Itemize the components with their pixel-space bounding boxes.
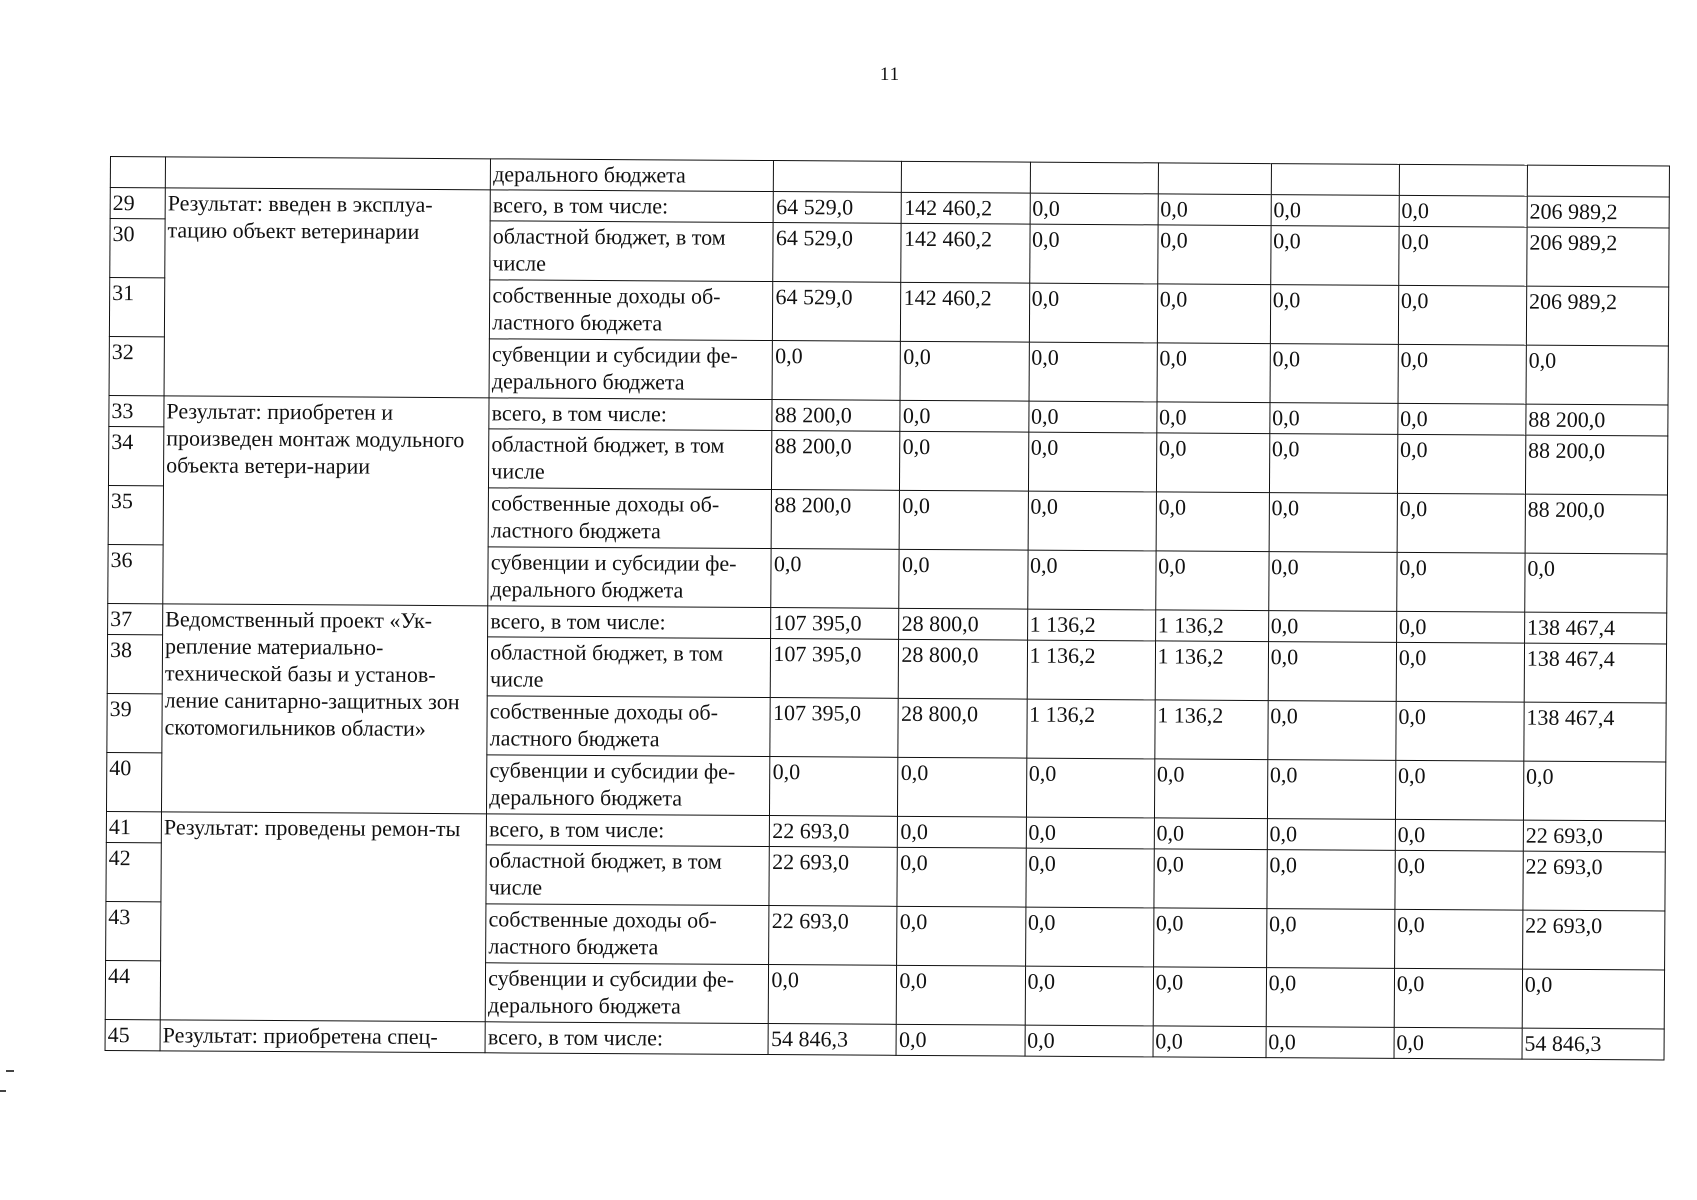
row-index-cell: 39 — [107, 693, 162, 752]
value-cell: 28 800,0 — [898, 698, 1026, 758]
value-cell: 0,0 — [1157, 343, 1270, 403]
value-cell: 206 989,2 — [1526, 286, 1668, 346]
row-index-cell: 37 — [108, 603, 163, 634]
value-cell: 0,0 — [1395, 850, 1523, 910]
value-cell: 0,0 — [1268, 552, 1396, 612]
result-name-cell: Результат: приобретен и произведен монтаж модульного объекта ветери-нарии — [163, 396, 489, 606]
value-cell: 0,0 — [1027, 550, 1155, 610]
value-cell: 0,0 — [1269, 434, 1397, 494]
value-cell: 0,0 — [1028, 401, 1156, 433]
value-cell: 0,0 — [1156, 492, 1269, 552]
value-cell: 0,0 — [1025, 1025, 1153, 1057]
value-cell: 0,0 — [897, 847, 1025, 907]
value-cell: 88 200,0 — [772, 400, 900, 432]
value-cell: 0,0 — [1028, 491, 1156, 551]
value-cell: 0,0 — [771, 549, 899, 609]
funding-source-cell: областной бюджет, в том числе — [487, 637, 771, 698]
result-name-cell: Результат: введен в эксплуа-тацию объект ветеринарии — [164, 188, 490, 398]
funding-source-cell: всего, в том числе: — [485, 1022, 768, 1055]
value-cell: 0,0 — [772, 341, 900, 401]
value-cell: 64 529,0 — [773, 282, 901, 342]
value-cell: 0,0 — [1523, 761, 1665, 821]
value-cell: 0,0 — [901, 341, 1029, 401]
value-cell: 0,0 — [1522, 969, 1664, 1029]
value-cell — [1271, 164, 1399, 196]
funding-source-cell: областной бюджет, в том числе — [490, 221, 774, 282]
funding-source-cell: субвенции и субсидии фе-дерального бюджета — [488, 547, 772, 608]
row-index-cell: 29 — [110, 188, 165, 219]
value-cell: 0,0 — [1153, 1026, 1266, 1058]
value-cell — [1527, 165, 1669, 197]
value-cell: 0,0 — [1270, 344, 1398, 404]
value-cell: 22 693,0 — [1523, 851, 1665, 911]
row-index-cell: 30 — [110, 219, 165, 278]
value-cell: 0,0 — [1156, 402, 1269, 434]
value-cell: 0,0 — [1398, 403, 1526, 435]
value-cell: 28 800,0 — [899, 608, 1027, 640]
value-cell: 88 200,0 — [1526, 404, 1668, 436]
row-index-cell: 40 — [106, 752, 161, 811]
value-cell: 88 200,0 — [772, 431, 900, 491]
value-cell: 0,0 — [900, 431, 1028, 491]
value-cell: 0,0 — [1266, 909, 1394, 969]
value-cell: 0,0 — [1268, 701, 1396, 761]
value-cell: 0,0 — [1154, 849, 1267, 909]
value-cell: 0,0 — [1158, 194, 1271, 226]
value-cell: 1 136,2 — [1155, 610, 1268, 642]
value-cell: 142 460,2 — [901, 282, 1029, 342]
value-cell: 0,0 — [1398, 285, 1526, 345]
value-cell: 0,0 — [1025, 966, 1153, 1026]
value-cell: 0,0 — [769, 965, 897, 1025]
value-cell: 206 989,2 — [1527, 227, 1669, 287]
budget-table — [105, 156, 1670, 1061]
value-cell: 22 693,0 — [1523, 820, 1665, 852]
row-index-cell: 42 — [106, 842, 161, 901]
page-number: 11 — [879, 64, 901, 85]
value-cell: 22 693,0 — [769, 847, 897, 907]
funding-source-cell: всего, в том числе: — [489, 398, 772, 431]
scan-edge-mark — [6, 1070, 14, 1072]
value-cell: 107 395,0 — [771, 639, 899, 699]
value-cell: 0,0 — [1267, 819, 1395, 851]
value-cell: 0,0 — [1271, 195, 1399, 227]
value-cell — [902, 161, 1030, 193]
row-index-cell: 45 — [105, 1019, 160, 1050]
value-cell: 206 989,2 — [1527, 196, 1669, 228]
value-cell: 22 693,0 — [769, 906, 897, 966]
value-cell: 0,0 — [900, 400, 1028, 432]
value-cell: 0,0 — [1267, 760, 1395, 820]
value-cell: 0,0 — [1153, 908, 1266, 968]
row-index-cell: 43 — [106, 901, 161, 960]
value-cell: 0,0 — [900, 490, 1028, 550]
row-index-cell: 44 — [105, 960, 160, 1019]
value-cell: 0,0 — [897, 906, 1025, 966]
row-index-cell: 33 — [109, 395, 164, 426]
row-index-cell — [110, 157, 165, 188]
row-index-cell: 38 — [107, 634, 162, 693]
value-cell: 0,0 — [1269, 493, 1397, 553]
value-cell — [774, 161, 902, 193]
funding-source-cell: всего, в том числе: — [487, 814, 770, 847]
value-cell: 0,0 — [770, 757, 898, 817]
value-cell: 0,0 — [1394, 968, 1522, 1028]
value-cell: 88 200,0 — [772, 490, 900, 550]
funding-source-cell: собственные доходы об-ластного бюджета — [487, 696, 771, 757]
funding-source-cell: собственные доходы об-ластного бюджета — [488, 488, 772, 549]
row-index-cell: 36 — [108, 544, 163, 603]
value-cell — [1030, 162, 1158, 194]
funding-source-cell: всего, в том числе: — [488, 606, 771, 639]
value-cell: 0,0 — [1398, 344, 1526, 404]
value-cell: 0,0 — [1396, 642, 1524, 702]
funding-source-cell: всего, в том числе: — [490, 190, 773, 223]
budget-table-body — [105, 157, 1669, 1061]
value-cell: 0,0 — [1397, 493, 1525, 553]
value-cell: 0,0 — [898, 757, 1026, 817]
value-cell: 0,0 — [1029, 283, 1157, 343]
value-cell: 0,0 — [1526, 345, 1668, 405]
value-cell: 0,0 — [1026, 758, 1154, 818]
funding-source-cell: собственные доходы об-ластного бюджета — [490, 280, 774, 341]
value-cell: 0,0 — [1154, 818, 1267, 850]
row-index-cell: 34 — [108, 426, 163, 485]
value-cell: 1 136,2 — [1027, 609, 1155, 641]
value-cell: 54 846,3 — [1522, 1028, 1664, 1060]
value-cell: 0,0 — [1266, 1027, 1394, 1059]
value-cell: 64 529,0 — [773, 223, 901, 283]
value-cell: 138 467,4 — [1524, 643, 1666, 703]
value-cell: 0,0 — [1399, 226, 1527, 286]
value-cell: 0,0 — [1395, 760, 1523, 820]
value-cell: 0,0 — [1399, 195, 1527, 227]
value-cell: 0,0 — [1397, 552, 1525, 612]
value-cell: 0,0 — [1394, 909, 1522, 969]
value-cell: 28 800,0 — [899, 639, 1027, 699]
value-cell: 0,0 — [1026, 817, 1154, 849]
value-cell: 0,0 — [1156, 433, 1269, 493]
result-name-cell: Результат: приобретена спец- — [160, 1020, 485, 1053]
value-cell: 0,0 — [1028, 432, 1156, 492]
value-cell: 0,0 — [1270, 285, 1398, 345]
value-cell: 0,0 — [1029, 224, 1157, 284]
value-cell: 0,0 — [899, 549, 1027, 609]
value-cell: 142 460,2 — [901, 223, 1029, 283]
budget-table-container — [105, 156, 1670, 1061]
value-cell — [1158, 163, 1271, 195]
value-cell: 88 200,0 — [1525, 435, 1667, 495]
funding-source-cell: субвенции и субсидии фе-дерального бюджета — [485, 963, 769, 1024]
value-cell: 0,0 — [1525, 553, 1667, 613]
value-cell: 0,0 — [1157, 284, 1270, 344]
value-cell: 0,0 — [898, 816, 1026, 848]
value-cell: 0,0 — [897, 965, 1025, 1025]
value-cell: 0,0 — [1157, 225, 1270, 285]
value-cell: 64 529,0 — [774, 192, 902, 224]
scan-edge-mark — [0, 1090, 6, 1092]
value-cell: 1 136,2 — [1154, 700, 1267, 760]
value-cell: 0,0 — [1394, 1027, 1522, 1059]
funding-source-cell: субвенции и субсидии фе-дерального бюджета — [487, 755, 771, 816]
value-cell: 0,0 — [1268, 611, 1396, 643]
value-cell: 88 200,0 — [1525, 494, 1667, 554]
row-index-cell: 31 — [109, 278, 164, 337]
value-cell: 107 395,0 — [770, 698, 898, 758]
value-cell: 138 467,4 — [1524, 702, 1666, 762]
funding-source-cell: областной бюджет, в том числе — [489, 429, 773, 490]
value-cell: 1 136,2 — [1026, 699, 1154, 759]
value-cell: 0,0 — [1268, 642, 1396, 702]
value-cell: 0,0 — [1395, 819, 1523, 851]
value-cell: 1 136,2 — [1155, 641, 1268, 701]
value-cell: 142 460,2 — [902, 192, 1030, 224]
value-cell — [1399, 164, 1527, 196]
value-cell: 0,0 — [1270, 226, 1398, 286]
value-cell: 107 395,0 — [771, 608, 899, 640]
result-name-cell: Ведомственный проект «Ук-репление материально-технической базы и установ-ление санитарно-защитных зон скотомогильников области» — [162, 604, 488, 814]
value-cell: 0,0 — [1396, 611, 1524, 643]
value-cell: 0,0 — [897, 1024, 1025, 1056]
value-cell: 0,0 — [1025, 907, 1153, 967]
value-cell: 0,0 — [1155, 551, 1268, 611]
row-index-cell: 32 — [109, 336, 164, 395]
value-cell: 138 467,4 — [1524, 612, 1666, 644]
value-cell: 0,0 — [1029, 342, 1157, 402]
value-cell: 0,0 — [1025, 848, 1153, 908]
value-cell: 0,0 — [1270, 403, 1398, 435]
value-cell: 0,0 — [1396, 701, 1524, 761]
funding-source-cell: собственные доходы об-ластного бюджета — [486, 904, 770, 965]
value-cell: 22 693,0 — [770, 816, 898, 848]
funding-source-cell: дерального бюджета — [491, 159, 774, 192]
value-cell: 0,0 — [1030, 193, 1158, 225]
value-cell: 1 136,2 — [1027, 640, 1155, 700]
funding-source-cell: областной бюджет, в том числе — [486, 845, 770, 906]
value-cell: 22 693,0 — [1522, 910, 1664, 970]
funding-source-cell: субвенции и субсидии фе-дерального бюджета — [489, 339, 773, 400]
value-cell: 0,0 — [1154, 759, 1267, 819]
value-cell: 0,0 — [1153, 967, 1266, 1027]
result-name-cell — [165, 157, 490, 190]
result-name-cell: Результат: проведены ремон-ты — [160, 812, 486, 1022]
value-cell: 0,0 — [1397, 434, 1525, 494]
value-cell: 54 846,3 — [768, 1024, 896, 1056]
value-cell: 0,0 — [1267, 850, 1395, 910]
row-index-cell: 41 — [106, 811, 161, 842]
value-cell: 0,0 — [1266, 968, 1394, 1028]
row-index-cell: 35 — [108, 485, 163, 544]
